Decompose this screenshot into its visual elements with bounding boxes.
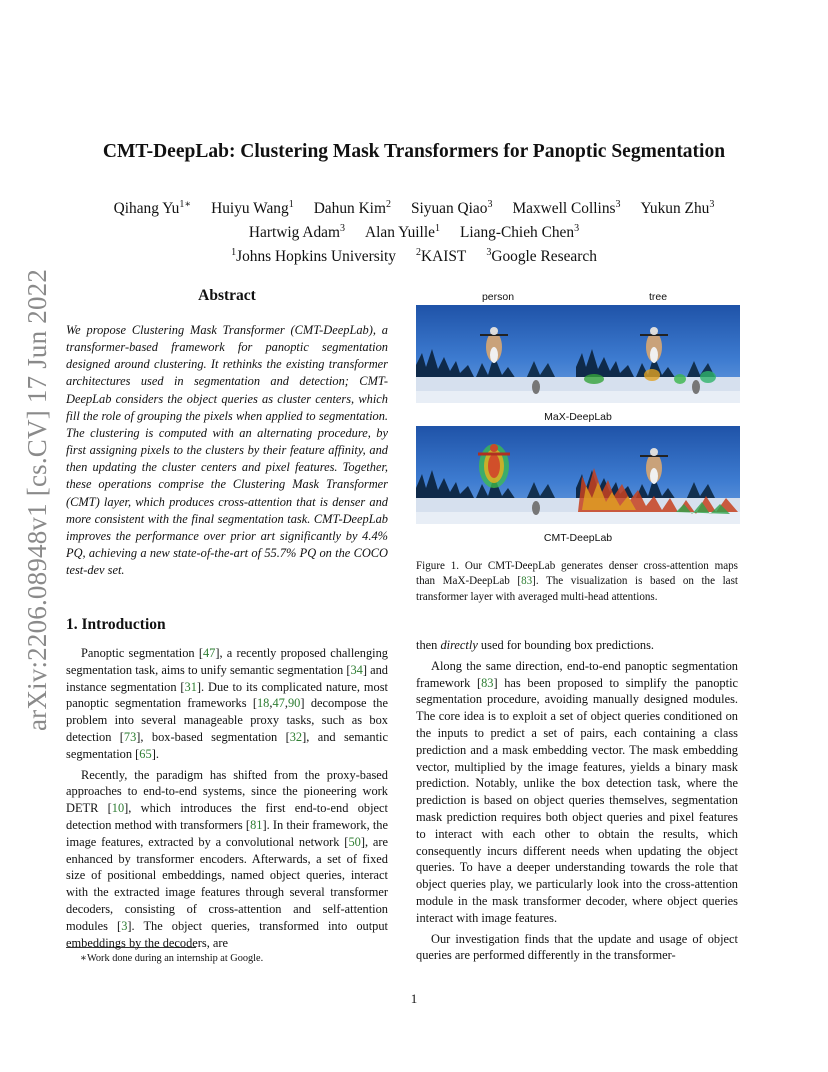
affiliation: $^3$Google Research bbox=[486, 247, 597, 266]
citation-link[interactable]: 81 bbox=[250, 817, 263, 832]
author-affiliation-mark: 1 bbox=[434, 223, 440, 235]
paragraph: Panoptic segmentation [47], a recently proposed challenging segmentation task, aims to unify semantic segmentation [34] and instance segmentation [31]. Due to its complicated nature, most panoptic segmentation frameworks [18,47,90] decompose the problem into several manageable proxy tasks, such as box detection [73], box-based segmentation [32], and semantic segmentation [65]. bbox=[66, 646, 389, 761]
author-name: Alan Yuille$^1$ bbox=[364, 223, 440, 242]
figure-col-label-person: person bbox=[481, 291, 515, 303]
citation-link[interactable]: 50 bbox=[348, 834, 361, 849]
affiliations bbox=[60, 243, 768, 267]
citation-link[interactable]: 65 bbox=[139, 746, 152, 761]
author-row-1 bbox=[60, 195, 768, 219]
citation-link[interactable]: 83 bbox=[521, 575, 533, 588]
intro-heading: 1. Introduction bbox=[66, 616, 166, 633]
figure-row-label-cmtdeeplab: CMT-DeepLab bbox=[543, 532, 613, 544]
emphasis: directly bbox=[440, 638, 478, 652]
citation-link[interactable]: 34 bbox=[350, 662, 363, 677]
footnote-rule bbox=[66, 947, 196, 948]
author-name: Qihang $Yu^{1∗}$ bbox=[113, 199, 192, 218]
abstract-heading: Abstract bbox=[198, 287, 256, 304]
citation-link[interactable]: 83 bbox=[481, 675, 494, 690]
author-name: Yukun Zhu$^3$ bbox=[640, 199, 715, 218]
citation-link[interactable]: 32 bbox=[289, 729, 303, 744]
intro-right-column bbox=[416, 637, 738, 968]
intro-left-column bbox=[66, 645, 388, 955]
paragraph: Along the same direction, end-to-end panoptic segmentation framework [83] has been proposed to simplify the panoptic segmentation procedure, avoiding manually designed modules. The core idea is to exploit a set of object queries conditioned on the inputs to predict a set of pairs, each containing a class prediction and a mask embedding vector. The mask embedding vector, multiplied by the image features, yields a binary mask prediction. Notably, unlike the box detection task, where the prediction is based on object queries themselves, segmentation mask prediction requires both object queries and pixel features to interact with each other to obtain the results, which consequently incurs different needs when updating the object queries. To have a deeper understanding towards the role that object queries play, we particularly look into the cross-attention module in the mask transformer decoder, where object queries interact with image features. bbox=[416, 658, 739, 925]
citation-link[interactable]: 31 bbox=[184, 679, 197, 694]
figure-panel-cmtdeeplab-person bbox=[416, 426, 580, 524]
arxiv-stamp: arXiv:2206.08948v1 [cs.CV] 17 Jun 2022 bbox=[22, 268, 52, 732]
author-affiliation-mark: 1 bbox=[288, 199, 294, 210]
citation-link[interactable]: 3 bbox=[121, 918, 128, 933]
author-name: Maxwell Collins$^3$ bbox=[512, 199, 621, 218]
paragraph: Our investigation finds that the update and usage of object queries are performed differently in the transformer- bbox=[416, 931, 738, 963]
paper-title: CMT-DeepLab: Clustering Mask Transformers for Panoptic Segmentation bbox=[102, 141, 726, 162]
author-name: Hartwig Adam$^3$ bbox=[248, 223, 345, 242]
paragraph: Recently, the paradigm has shifted from the proxy-based approaches to end-to-end systems, since the pioneering work DETR [10], which introduces the first end-to-end object detection method with transformers [81]. In their framework, the image features, extracted by a convolutional network [50], are enhanced by transformer encoders. Afterwards, a set of fixed size of positional embeddings, named object queries, interact with the extracted image features through several transformer decoders, consisting of cross-attention and self-attention modules [3]. The object queries, transformed into output embeddings by the decoders, are bbox=[66, 767, 389, 950]
author-name: Liang-Chieh Chen$^3$ bbox=[459, 223, 580, 242]
paragraph: then directly used for bounding box predictions. bbox=[416, 638, 655, 652]
page-number: 1 bbox=[410, 991, 418, 1006]
author-affiliation-mark: 3 bbox=[339, 223, 345, 235]
citation-link[interactable]: 73 bbox=[123, 729, 137, 744]
author-block bbox=[60, 195, 768, 267]
author-affiliation-mark: 1∗ bbox=[179, 199, 192, 210]
author-name: Siyuan Qiao$^3$ bbox=[410, 199, 493, 218]
affiliation: $^2$KAIST bbox=[416, 247, 467, 266]
author-name: Dahun Kim$^2$ bbox=[313, 199, 391, 218]
author-affiliation-mark: 3 bbox=[615, 199, 621, 210]
author-affiliation-mark: 2 bbox=[385, 199, 391, 210]
figure-panel-cmtdeeplab-tree bbox=[576, 426, 740, 524]
author-name: Huiyu Wang$^1$ bbox=[211, 199, 294, 218]
citation-link[interactable]: 47 bbox=[272, 696, 285, 711]
citation-link[interactable]: 10 bbox=[111, 801, 125, 816]
footnote: ∗Work done during an internship at Google. bbox=[80, 953, 264, 964]
author-affiliation-mark: 3 bbox=[487, 199, 493, 210]
figure-col-label-tree: tree bbox=[648, 291, 668, 303]
figure-row-label-maxdeeplab: MaX-DeepLab bbox=[544, 411, 612, 423]
author-row-2 bbox=[60, 219, 768, 243]
figure-panel-maxdeeplab-person bbox=[416, 305, 580, 403]
figure-panel-maxdeeplab-tree bbox=[576, 305, 740, 403]
abstract-text: We propose Clustering Mask Transformer (CMT-DeepLab), a transformer-based framework for panoptic segmentation designed around clustering. It rethinks the existing transformer architectures used in segmentation and detection; CMT-DeepLab considers the object queries as cluster centers, which fill the role of grouping the pixels when applied to segmentation. The clustering is computed with an alternating procedure, by first assigning pixels to the clusters by their feature affinity, and then updating the cluster centers and pixel features. Together, these operations comprise the Clustering Mask Transformer (CMT) layer, which produces cross-attention that is denser and more consistent with the final segmentation task. CMT-DeepLab improves the performance over prior art significantly by 4.4% PQ, achieving a new state-of-the-art of 55.7% PQ on the COCO test-dev set. bbox=[66, 323, 388, 578]
citation-link[interactable]: 18 bbox=[256, 696, 270, 711]
citation-link[interactable]: 90 bbox=[287, 696, 301, 711]
author-affiliation-mark: 3 bbox=[574, 223, 580, 235]
citation-link[interactable]: 47 bbox=[202, 646, 216, 660]
affiliation: $^1$Johns Hopkins University bbox=[231, 247, 396, 266]
figure-caption: Figure 1. Our CMT-DeepLab generates denser cross-attention maps than MaX-DeepLab [83]. The visualization is based on the last transformer layer with averaged multi-head attentions. bbox=[416, 560, 738, 603]
author-affiliation-mark: 3 bbox=[709, 199, 715, 210]
